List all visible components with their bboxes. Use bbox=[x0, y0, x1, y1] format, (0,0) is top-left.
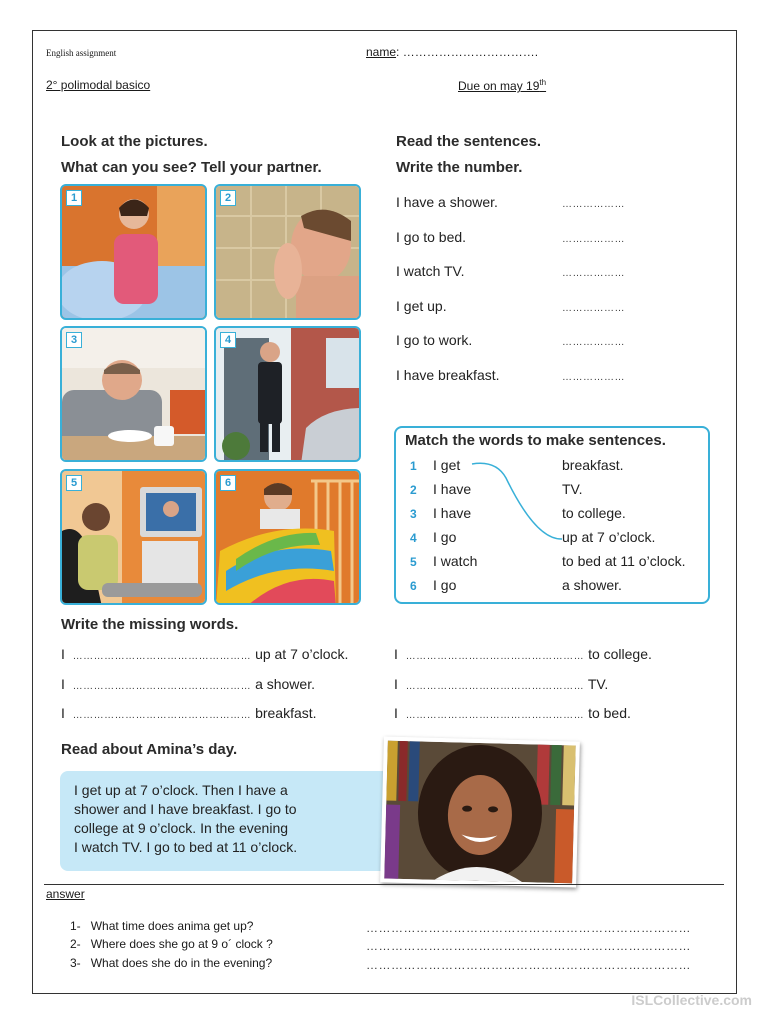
match-left-3[interactable]: I have bbox=[433, 505, 472, 521]
missing-blank[interactable]: …………………………………………… bbox=[405, 681, 585, 692]
photo-5-illustration bbox=[62, 471, 207, 605]
match-left-4[interactable]: I go bbox=[433, 529, 457, 545]
sentence-4: I get up. bbox=[396, 298, 447, 314]
match-right-5[interactable]: to bed at 11 o’clock. bbox=[562, 553, 686, 569]
amina-line-4: I watch TV. I go to bed at 11 o’clock. bbox=[74, 839, 298, 855]
photo-5-watching-tv bbox=[60, 469, 207, 605]
number-blank-3[interactable]: ……………… bbox=[562, 268, 625, 279]
match-num-2: 2 bbox=[410, 483, 417, 497]
number-blank-4[interactable]: ……………… bbox=[562, 303, 625, 314]
match-left-1[interactable]: I get bbox=[433, 457, 461, 473]
match-num-3: 3 bbox=[410, 507, 417, 521]
missing-row-1 bbox=[61, 646, 348, 662]
pictures-title-1: Look at the pictures. bbox=[61, 133, 208, 150]
answer-blank-1[interactable]: …………………………………………………………………… bbox=[366, 921, 691, 935]
photo-4-going-to-work bbox=[214, 326, 361, 462]
missing-blank[interactable]: …………………………………………… bbox=[72, 710, 252, 721]
amina-photo-illustration bbox=[384, 741, 576, 884]
number-blank-5[interactable]: ……………… bbox=[562, 337, 625, 348]
question-text: What time does anima get up? bbox=[90, 919, 254, 933]
question-2 bbox=[70, 937, 273, 951]
match-right-2[interactable]: TV. bbox=[562, 481, 583, 497]
pronoun: I bbox=[394, 676, 398, 692]
missing-row-3 bbox=[61, 705, 317, 721]
missing-blank[interactable]: …………………………………………… bbox=[72, 651, 252, 662]
sentence-2: I go to bed. bbox=[396, 229, 467, 245]
match-num-6: 6 bbox=[410, 579, 417, 593]
pronoun: I bbox=[61, 646, 65, 662]
number-blank-6[interactable]: ……………… bbox=[562, 372, 625, 383]
pictures-title-2: What can you see? Tell your partner. bbox=[61, 159, 322, 176]
photo-number: 5 bbox=[66, 475, 82, 491]
missing-title: Write the missing words. bbox=[61, 616, 239, 633]
due-prefix: Due on may 19 bbox=[458, 79, 540, 93]
missing-row-4 bbox=[394, 646, 652, 662]
match-right-3[interactable]: to college. bbox=[562, 505, 626, 521]
assignment-label: English assignment bbox=[46, 48, 117, 58]
question-num: 3- bbox=[70, 956, 81, 970]
question-num: 1- bbox=[70, 919, 81, 933]
pronoun: I bbox=[394, 705, 398, 721]
photo-number: 1 bbox=[66, 190, 82, 206]
due-suffix: th bbox=[539, 78, 547, 87]
missing-row-5 bbox=[394, 676, 608, 692]
name-line bbox=[366, 45, 538, 59]
photo-6-illustration bbox=[216, 471, 361, 605]
read-title-2: Write the number. bbox=[396, 159, 523, 176]
missing-ending: TV. bbox=[587, 676, 609, 692]
photo-2-washing-face bbox=[214, 184, 361, 320]
photo-3-breakfast bbox=[60, 326, 207, 462]
amina-line-2: shower and I have breakfast. I go to bbox=[74, 801, 297, 817]
answer-blank-3[interactable]: …………………………………………………………………… bbox=[366, 958, 691, 972]
missing-blank[interactable]: …………………………………………… bbox=[405, 651, 585, 662]
amina-title: Read about Amina’s day. bbox=[61, 741, 238, 758]
sentence-6: I have breakfast. bbox=[396, 367, 500, 383]
question-text: Where does she go at 9 o´ clock ? bbox=[90, 937, 273, 951]
amina-line-3: college at 9 o’clock. In the evening bbox=[74, 820, 289, 836]
pronoun: I bbox=[61, 676, 65, 692]
photo-number: 6 bbox=[220, 475, 236, 491]
photo-6-going-to-bed bbox=[214, 469, 361, 605]
missing-row-2 bbox=[61, 676, 315, 692]
match-title: Match the words to make sentences. bbox=[405, 432, 666, 449]
question-num: 2- bbox=[70, 937, 81, 951]
match-num-4: 4 bbox=[410, 531, 417, 545]
photo-4-illustration bbox=[216, 328, 361, 462]
missing-row-6 bbox=[394, 705, 631, 721]
pronoun: I bbox=[394, 646, 398, 662]
watermark: ISLCollective.com bbox=[631, 992, 752, 1008]
photo-number: 3 bbox=[66, 332, 82, 348]
amina-text bbox=[74, 781, 374, 857]
sentence-1: I have a shower. bbox=[396, 194, 498, 210]
match-right-4[interactable]: up at 7 o’clock. bbox=[562, 529, 656, 545]
due-date bbox=[458, 78, 546, 93]
course-label: 2° polimodal basico bbox=[46, 78, 151, 92]
photo-1-waking-up bbox=[60, 184, 207, 320]
photo-1-illustration bbox=[62, 186, 207, 320]
missing-ending: a shower. bbox=[255, 676, 315, 692]
amina-photo bbox=[380, 736, 580, 887]
missing-ending: to bed. bbox=[588, 705, 631, 721]
missing-ending: breakfast. bbox=[255, 705, 317, 721]
missing-ending: to college. bbox=[588, 646, 652, 662]
question-text: What does she do in the evening? bbox=[90, 956, 273, 970]
match-left-5[interactable]: I watch bbox=[433, 553, 478, 569]
match-right-6[interactable]: a shower. bbox=[562, 577, 622, 593]
pronoun: I bbox=[61, 705, 65, 721]
sentence-5: I go to work. bbox=[396, 332, 473, 348]
match-left-2[interactable]: I have bbox=[433, 481, 472, 497]
photo-3-illustration bbox=[62, 328, 207, 462]
answer-blank-2[interactable]: …………………………………………………………………… bbox=[366, 939, 691, 953]
answer-divider bbox=[44, 884, 724, 885]
amina-line-1: I get up at 7 o’clock. Then I have a bbox=[74, 782, 288, 798]
answer-label: answer bbox=[46, 887, 85, 901]
missing-blank[interactable]: …………………………………………… bbox=[405, 710, 585, 721]
match-num-1: 1 bbox=[410, 459, 417, 473]
photo-number: 2 bbox=[220, 190, 236, 206]
photo-2-illustration bbox=[216, 186, 361, 320]
missing-blank[interactable]: …………………………………………… bbox=[72, 681, 252, 692]
read-title-1: Read the sentences. bbox=[396, 133, 542, 150]
name-label: name bbox=[366, 45, 397, 59]
sentence-3: I watch TV. bbox=[396, 263, 465, 279]
photo-number: 4 bbox=[220, 332, 236, 348]
match-left-6[interactable]: I go bbox=[433, 577, 457, 593]
number-blank-1[interactable]: ……………… bbox=[562, 199, 625, 210]
question-1 bbox=[70, 919, 253, 933]
question-3 bbox=[70, 956, 272, 970]
name-blank: : ……………………………. bbox=[396, 45, 539, 59]
match-num-5: 5 bbox=[410, 555, 417, 569]
missing-ending: up at 7 o’clock. bbox=[255, 646, 349, 662]
amina-text-box bbox=[60, 771, 390, 871]
match-right-1[interactable]: breakfast. bbox=[562, 457, 624, 473]
number-blank-2[interactable]: ……………… bbox=[562, 234, 625, 245]
match-box bbox=[394, 426, 710, 604]
